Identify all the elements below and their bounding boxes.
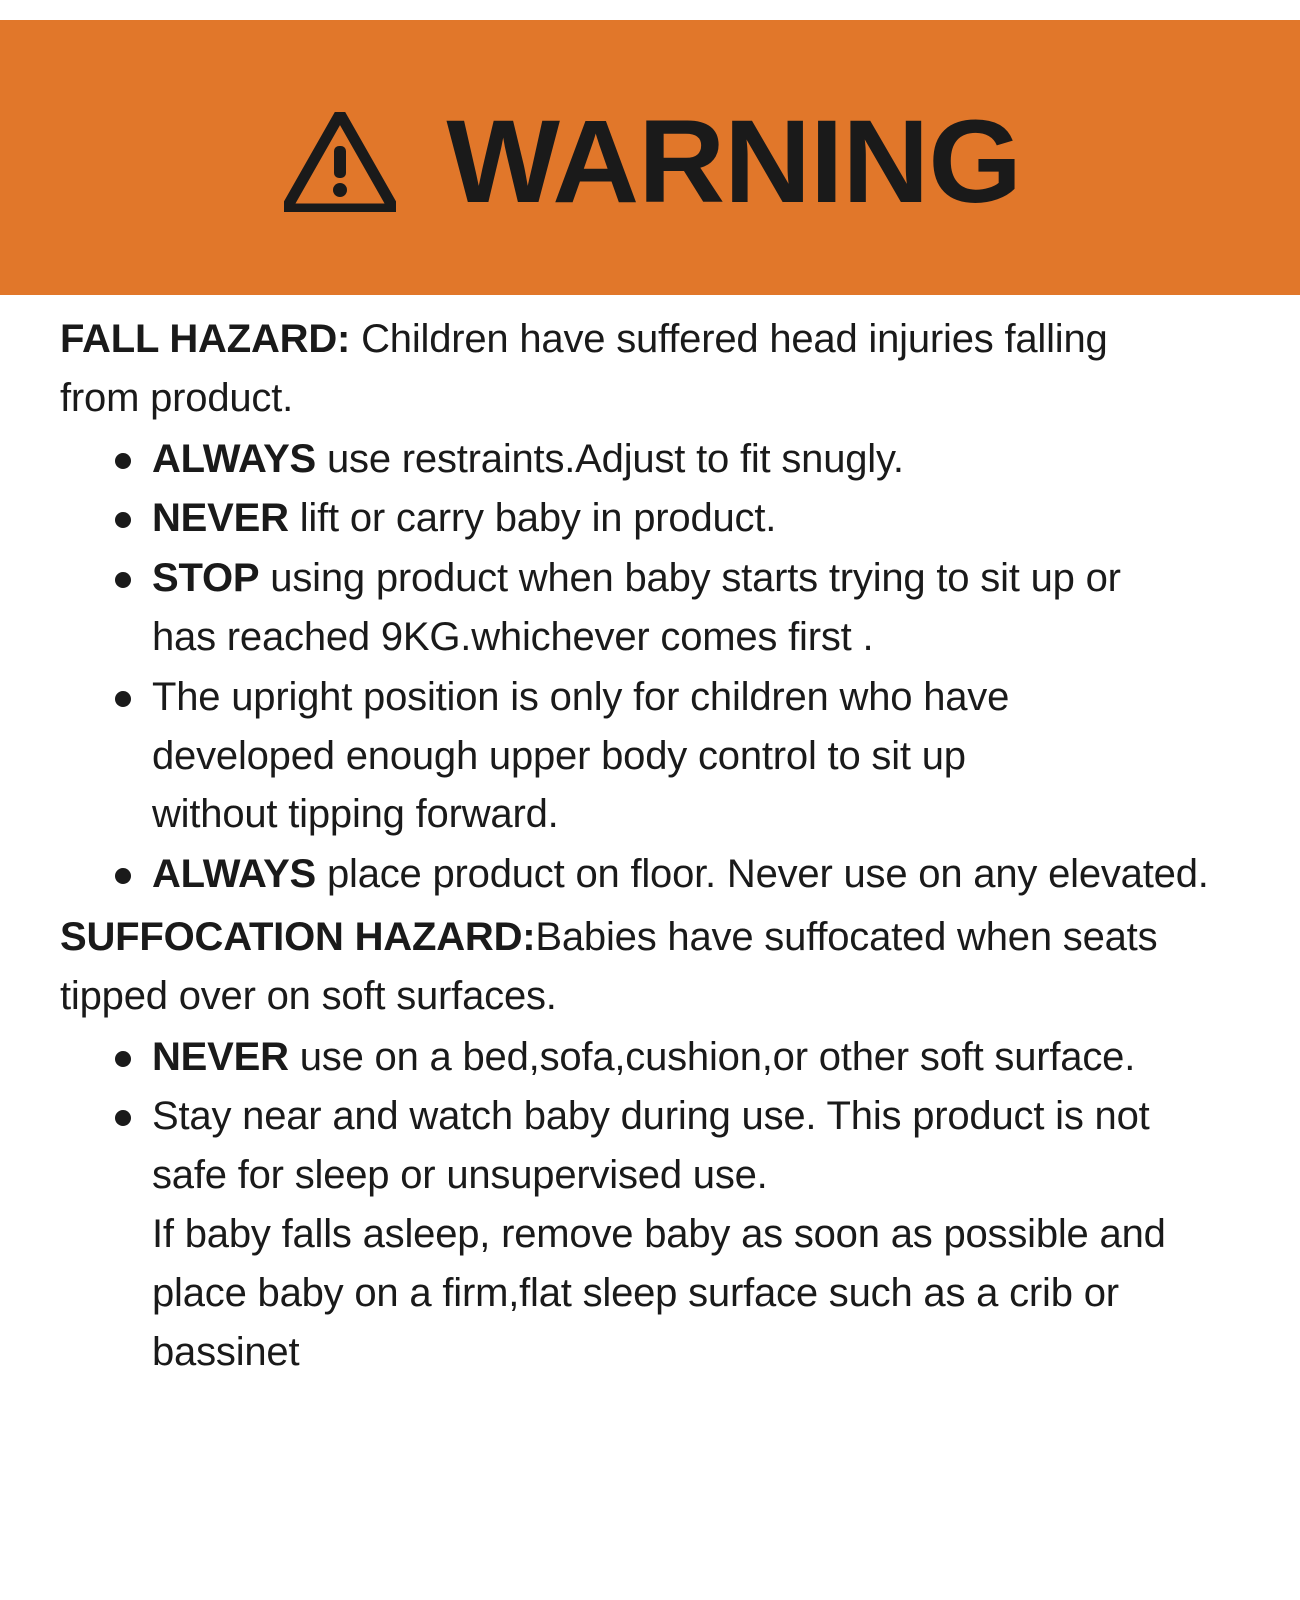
- bullet-text: lift or carry baby in product.: [288, 496, 777, 541]
- list-item: [60, 1028, 1242, 1087]
- suffocation-hazard-label: SUFFOCATION HAZARD:: [60, 914, 536, 959]
- bullet-text: The upright position is only for children who have: [152, 674, 1010, 719]
- bullet-text-line4: place baby on a firm,flat sleep surface such as a crib or: [152, 1270, 1119, 1315]
- bullet-dot-icon: [115, 453, 131, 469]
- bullet-dot-icon: [115, 572, 131, 588]
- bullet-text-line2: safe for sleep or unsupervised use.: [152, 1153, 768, 1198]
- bullet-text-line3: without tipping forward.: [152, 792, 559, 837]
- suffocation-hazard-text: Babies have suffocated when seats: [535, 914, 1158, 959]
- bullet-dot-icon: [115, 1110, 131, 1126]
- bullet-text: Stay near and watch baby during use. This product is not: [152, 1094, 1150, 1139]
- bullet-text: use on a bed,sofa,cushion,or other soft surface.: [288, 1034, 1136, 1079]
- bullet-keyword: ALWAYS: [152, 436, 317, 481]
- bullet-text: use restraints.Adjust to fit snugly.: [326, 436, 904, 481]
- warning-banner: [0, 20, 1300, 295]
- suffocation-hazard-text-line2: tipped over on soft surfaces.: [60, 973, 557, 1018]
- bullet-text: place product on floor. Never use on any elevated.: [326, 852, 1209, 897]
- banner-content: [284, 95, 1022, 228]
- list-item: [60, 668, 1242, 844]
- bullet-dot-icon: [115, 691, 131, 707]
- list-item: [60, 1087, 1242, 1381]
- bullet-text-line2: developed enough upper body control to sit up: [152, 733, 966, 778]
- list-item: [60, 549, 1242, 667]
- suffocation-hazard-bullet-list: [60, 1028, 1242, 1382]
- bullet-text: using product when baby starts trying to sit up or: [259, 556, 1121, 601]
- fall-hazard-heading: [60, 310, 1242, 428]
- list-item: [60, 489, 1242, 548]
- fall-hazard-text-line2: from product.: [60, 375, 294, 420]
- bullet-keyword: STOP: [152, 556, 260, 601]
- bullet-text-line2: has reached 9KG.whichever comes first .: [152, 614, 874, 659]
- suffocation-hazard-heading: [60, 908, 1242, 1026]
- warning-title: WARNING: [446, 95, 1022, 228]
- bullet-keyword: ALWAYS: [152, 852, 317, 897]
- bullet-keyword: NEVER: [152, 496, 289, 541]
- warning-triangle-icon: [284, 112, 396, 212]
- bullet-dot-icon: [115, 512, 131, 528]
- bullet-dot-icon: [115, 868, 131, 884]
- fall-hazard-label: FALL HAZARD:: [60, 317, 351, 361]
- fall-hazard-bullet-list: [60, 430, 1242, 904]
- bullet-dot-icon: [115, 1051, 131, 1067]
- fall-hazard-text: Children have suffered head injuries falling: [350, 317, 1108, 361]
- bullet-text-line3: If baby falls asleep, remove baby as soon as possible and: [152, 1211, 1166, 1256]
- list-item: [60, 430, 1242, 489]
- warning-body: [0, 310, 1300, 1382]
- list-item: [60, 845, 1242, 904]
- bullet-text-line5: bassinet: [152, 1329, 300, 1374]
- bullet-keyword: NEVER: [152, 1034, 289, 1079]
- section-fall-hazard: [60, 310, 1242, 904]
- section-suffocation-hazard: [60, 908, 1242, 1381]
